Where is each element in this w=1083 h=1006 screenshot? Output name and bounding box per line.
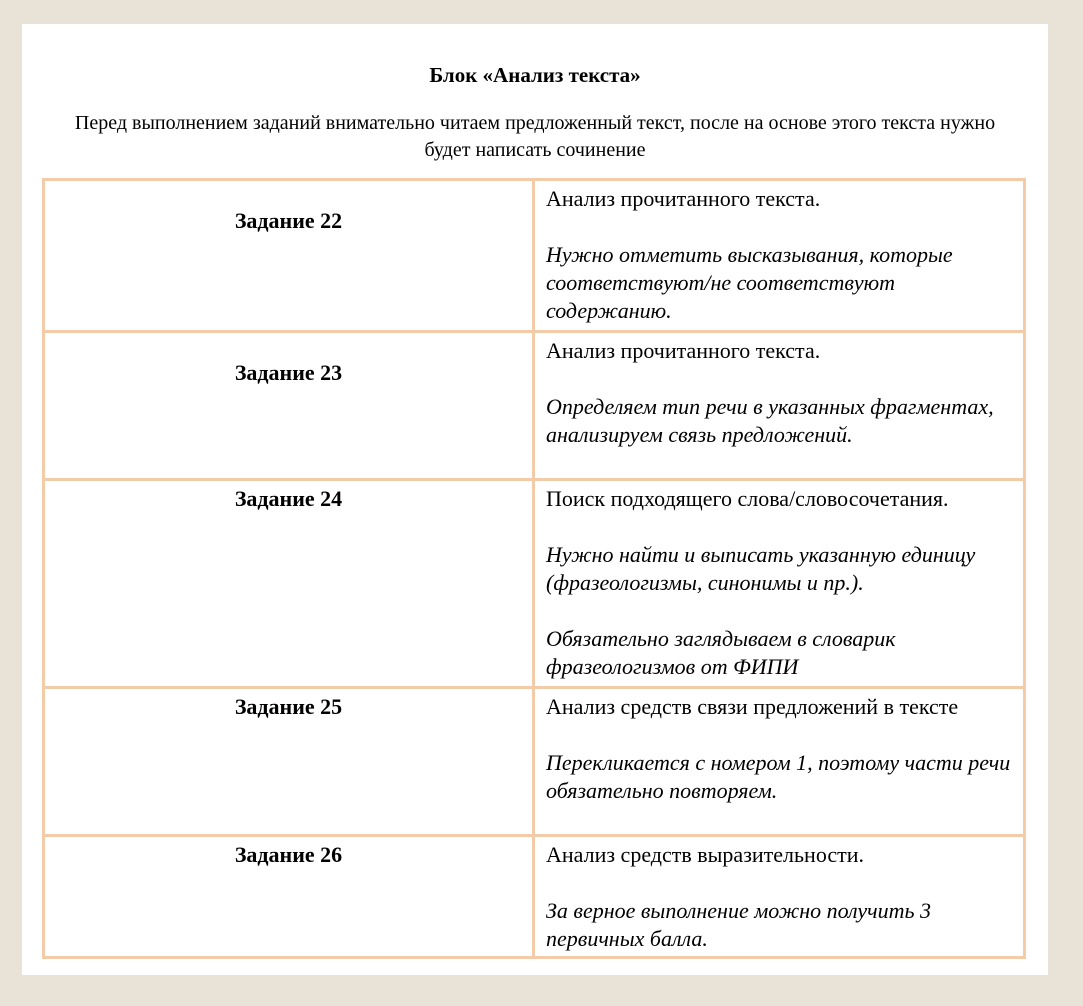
- task-note: Нужно найти и выписать указанную единицу (фразеологизмы, синонимы и пр.).: [546, 542, 976, 595]
- task-description-cell: [534, 688, 1025, 836]
- task-name-cell: [44, 836, 534, 958]
- task-description-cell: [534, 480, 1025, 688]
- table-row: [44, 480, 1025, 688]
- task-description: Поиск подходящего слова/словосочетания.: [546, 486, 949, 511]
- task-description: Анализ средств выразительности.: [546, 842, 865, 867]
- task-note: Обязательно заглядываем в словарик фразеологизмов от ФИПИ: [546, 626, 896, 679]
- table-row: [44, 836, 1025, 958]
- task-name-cell: [44, 332, 534, 480]
- table-row: [44, 332, 1025, 480]
- task-description-cell: [534, 180, 1025, 332]
- task-name-cell: [44, 480, 534, 688]
- tasks-table: [42, 178, 1026, 959]
- document-page: [22, 24, 1048, 975]
- document-title: Блок «Анализ текста»: [429, 63, 641, 87]
- task-note: Перекликается с номером 1, поэтому части речи обязательно повторяем.: [546, 750, 1011, 803]
- table-row: [44, 180, 1025, 332]
- task-name-cell: [44, 688, 534, 836]
- task-description: Анализ прочитанного текста.: [546, 338, 821, 363]
- task-description: Анализ прочитанного текста.: [546, 186, 821, 211]
- intro-paragraph: Перед выполнением заданий внимательно читаем предложенный текст, после на основе этого текста нужно будет написать сочинение: [74, 112, 996, 161]
- task-description-cell: [534, 332, 1025, 480]
- task-note: За верное выполнение можно получить 3 первичных балла.: [546, 898, 932, 951]
- task-description-cell: [534, 836, 1025, 958]
- task-description: Анализ средств связи предложений в тексте: [546, 694, 959, 719]
- table-row: [44, 688, 1025, 836]
- task-note: Нужно отметить высказывания, которые соответствуют/не соответствуют содержанию.: [546, 242, 953, 323]
- task-name: Задание 23: [234, 360, 343, 385]
- task-note: Определяем тип речи в указанных фрагментах, анализируем связь предложений.: [546, 394, 994, 447]
- task-name-cell: [44, 180, 534, 332]
- task-name: Задание 25: [234, 694, 343, 719]
- task-name: Задание 22: [234, 208, 343, 233]
- task-name: Задание 26: [234, 842, 343, 867]
- task-name: Задание 24: [234, 486, 343, 511]
